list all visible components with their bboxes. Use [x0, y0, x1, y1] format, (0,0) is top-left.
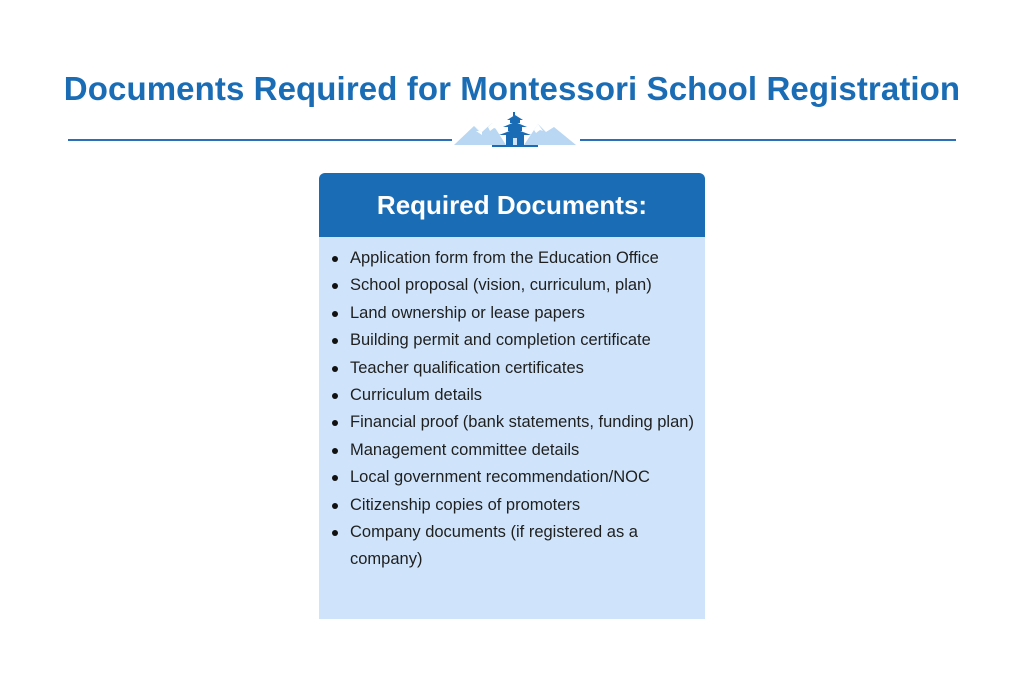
list-item [319, 300, 705, 327]
list-item [319, 245, 705, 272]
documents-list [319, 237, 705, 574]
list-item-text: Citizenship copies of promoters [350, 495, 581, 514]
list-item [319, 327, 705, 354]
card-heading: Required Documents: [319, 173, 705, 237]
list-item-text: Local government recommendation/NOC [350, 468, 650, 487]
bullet-icon [332, 338, 338, 344]
list-item [319, 492, 705, 519]
bullet-icon [332, 503, 338, 509]
list-item-text: Management committee details [350, 440, 580, 459]
title-divider-left [68, 139, 452, 141]
list-item [319, 464, 705, 491]
bullet-icon [332, 283, 338, 289]
list-item [319, 355, 705, 382]
list-item-text: School proposal (vision, curriculum, plan) [350, 276, 652, 295]
bullet-icon [332, 311, 338, 317]
list-item [319, 382, 705, 409]
bullet-icon [332, 393, 338, 399]
pagoda-mountains-icon [452, 112, 578, 148]
bullet-icon [332, 420, 338, 426]
bullet-icon [332, 448, 338, 454]
bullet-icon [332, 256, 338, 262]
list-item-text: Financial proof (bank statements, funding plan) [350, 413, 694, 432]
list-item [319, 437, 705, 464]
title-divider-right [580, 139, 956, 141]
list-item [319, 519, 705, 574]
list-item [319, 409, 705, 436]
bullet-icon [332, 366, 338, 372]
list-item-text: Teacher qualification certificates [350, 358, 584, 377]
list-item-text: Curriculum details [350, 386, 483, 405]
list-item-text: Application form from the Education Office [350, 249, 659, 267]
required-documents-card [319, 173, 705, 619]
list-item-text: Building permit and completion certificate [350, 331, 651, 350]
list-item [319, 272, 705, 299]
list-item-text: Land ownership or lease papers [350, 303, 585, 322]
list-item-text: Company documents (if registered as a company) [350, 523, 638, 569]
page-title: Documents Required for Montessori School Registration [63, 70, 961, 107]
bullet-icon [332, 530, 338, 536]
bullet-icon [332, 475, 338, 481]
